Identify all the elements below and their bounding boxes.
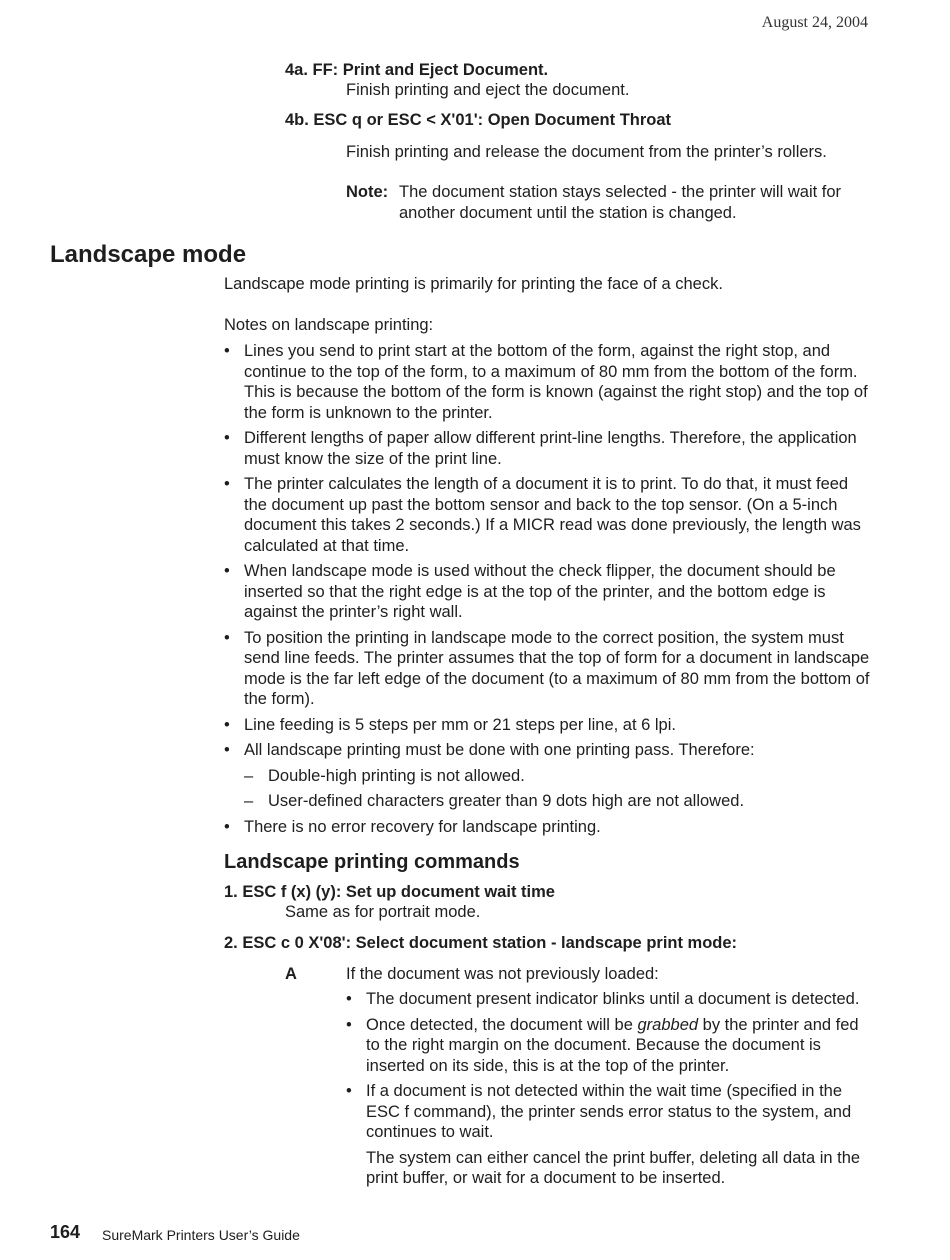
list-item	[224, 740, 874, 812]
sub-list-item	[244, 766, 874, 787]
section-heading: Landscape mode	[50, 241, 247, 268]
list-item-text: by the printer and fed to the right margin on the document. Because the document is inserted on its side, this is at the top of the printer.	[366, 1015, 859, 1075]
notes-list-container	[224, 341, 874, 842]
command-1-title: 1. ESC f (x) (y): Set up document wait time	[224, 883, 555, 901]
page-date: August 24, 2004	[761, 14, 868, 31]
list-item-text: The printer calculates the length of a document it is to print. To do that, it must feed the document up past the bottom sensor and back to the top sensor. (On a 5-inch document this takes 2 seconds.) If a MICR read was done previously, the length was calculated at that time.	[244, 475, 861, 555]
list-item-text: Once detected, the document will be	[366, 1015, 638, 1034]
list-item	[224, 715, 874, 736]
sub-list-item-text: Double-high printing is not allowed.	[268, 766, 525, 785]
commands-heading: Landscape printing commands	[224, 851, 520, 873]
notes-label: Notes on landscape printing:	[224, 316, 434, 334]
note-label: Note:	[346, 183, 389, 201]
case-list	[346, 989, 866, 1143]
list-item	[224, 817, 874, 838]
note-text: The document station stays selected - the printer will wait for another document until the station is changed.	[399, 183, 842, 222]
list-item	[346, 1081, 866, 1143]
list-item-text: The document present indicator blinks until a document is detected.	[366, 990, 860, 1008]
emphasis-text: grabbed	[637, 1015, 699, 1034]
command-1-text: Same as for portrait mode.	[285, 903, 481, 921]
list-item-text: When landscape mode is used without the check flipper, the document should be inserted so that the right edge is at the top of the printer, and the bottom edge is against the printer’s right wall.	[244, 562, 836, 621]
list-item-text: Lines you send to print start at the bottom of the form, against the right stop, and continue to the top of the form, to a maximum of 80 mm from the bottom of the form. This is because the bottom of the form is known (against the right stop) and the top of the form is unknown to the printer.	[244, 342, 868, 422]
list-item	[346, 1015, 866, 1077]
list-item	[224, 628, 874, 710]
list-item-text: If a document is not detected within the wait time (specified in the ESC f command), the printer sends error status to the system, and continues to wait.	[366, 1082, 852, 1141]
case-list-container	[346, 989, 866, 1189]
step-4a-text: Finish printing and eject the document.	[346, 81, 630, 99]
sub-list	[244, 766, 874, 812]
notes-list	[224, 341, 874, 837]
case-followup: The system can either cancel the print buffer, deleting all data in the print buffer, or wait for a document to be inserted.	[366, 1148, 861, 1187]
list-item	[346, 989, 866, 1010]
list-item-text: Line feeding is 5 steps per mm or 21 steps per line, at 6 lpi.	[244, 715, 676, 734]
list-item-text: Different lengths of paper allow different print-line lengths. Therefore, the application must know the size of the print line.	[244, 429, 857, 468]
command-2-title: 2. ESC c 0 X'08': Select document station - landscape print mode:	[224, 934, 738, 952]
case-text: If the document was not previously loaded:	[346, 965, 659, 983]
list-item	[224, 474, 874, 556]
list-item	[224, 561, 874, 623]
list-item	[224, 341, 874, 423]
book-title: SureMark Printers User’s Guide	[102, 1227, 300, 1243]
sub-list-item	[244, 791, 874, 812]
step-4a-title: 4a. FF: Print and Eject Document.	[285, 61, 549, 79]
list-item	[224, 428, 874, 469]
sub-list-item-text: User-defined characters greater than 9 dots high are not allowed.	[268, 792, 745, 810]
section-intro: Landscape mode printing is primarily for printing the face of a check.	[224, 275, 723, 293]
step-4b-title: 4b. ESC q or ESC < X'01': Open Document Throat	[285, 111, 672, 129]
list-item-text: All landscape printing must be done with one printing pass. Therefore:	[244, 741, 755, 759]
case-label: A	[285, 965, 297, 983]
page-number: 164	[50, 1222, 81, 1242]
list-item-text: There is no error recovery for landscape printing.	[244, 817, 601, 836]
step-4b-text: Finish printing and release the document from the printer’s rollers.	[346, 143, 827, 161]
list-item-text: To position the printing in landscape mode to the correct position, the system must send line feeds. The printer assumes that the top of form for a document in landscape mode is the far left edge of the document (to a maximum of 80 mm from the bottom of the form).	[244, 628, 870, 708]
